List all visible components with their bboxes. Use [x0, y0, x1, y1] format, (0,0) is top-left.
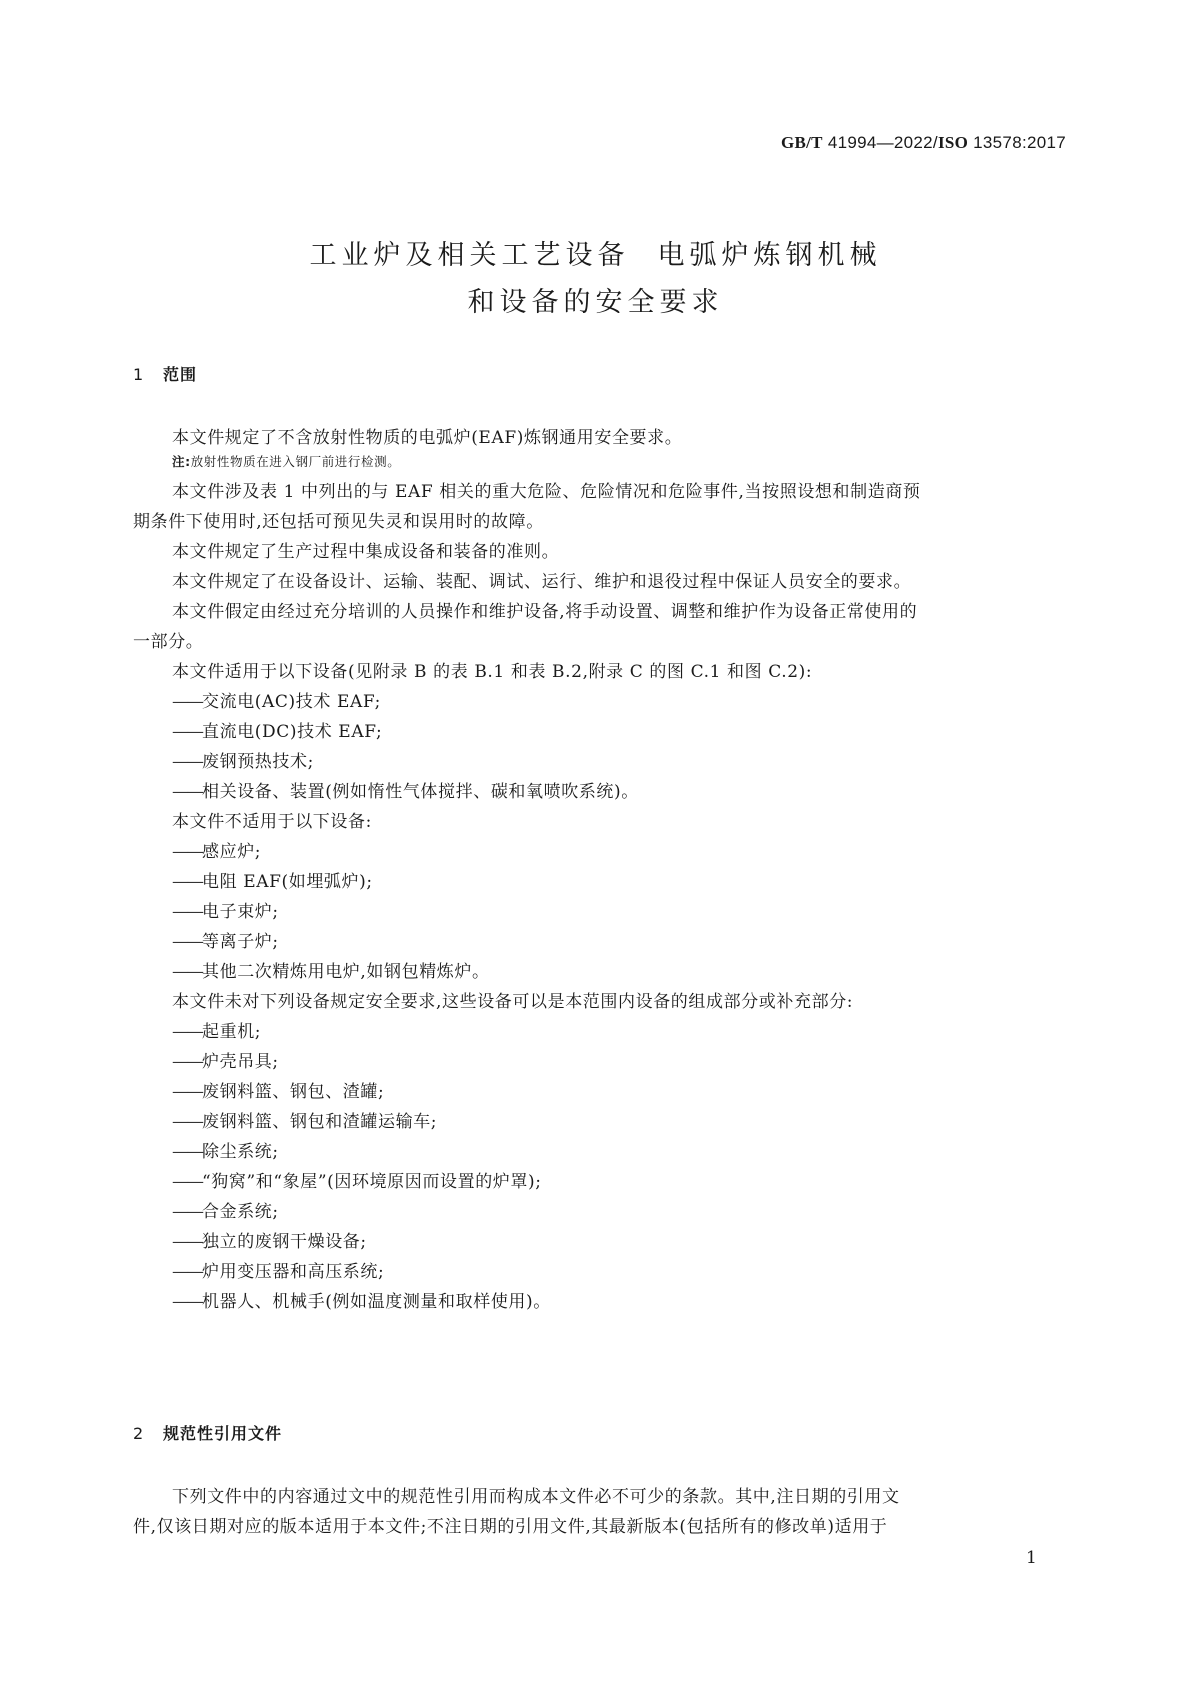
title-part2: 电弧炉炼钢机械 [657, 240, 882, 271]
paragraph: 本文件规定了生产过程中集成设备和装备的准则。 [172, 542, 560, 562]
paragraph: 本文件规定了不含放射性物质的电弧炉(EAF)炼钢通用安全要求。 [172, 428, 683, 448]
paragraph-continuation: 件,仅该日期对应的版本适用于本文件;不注日期的引用文件,其最新版本(包括所有的修改单)适用于 [133, 1517, 888, 1537]
note [172, 452, 400, 470]
list-item: ——电子束炉; [172, 902, 279, 922]
dash-bullet: —— [172, 1022, 202, 1042]
note-label: 注: [172, 454, 191, 469]
dash-bullet: —— [172, 752, 202, 772]
list-item: ——相关设备、装置(例如惰性气体搅拌、碳和氧喷吹系统)。 [172, 782, 639, 802]
section-number: 1 [133, 365, 145, 384]
dash-bullet: —— [172, 692, 202, 712]
list-item: ——感应炉; [172, 842, 262, 862]
paragraph: 本文件涉及表 1 中列出的与 EAF 相关的重大危险、危险情况和危险事件,当按照设想和制造商预 [172, 482, 921, 502]
paragraph: 本文件规定了在设备设计、运输、装配、调试、运行、维护和退役过程中保证人员安全的要求。 [172, 572, 912, 592]
section-title: 规范性引用文件 [163, 1424, 283, 1443]
list-item: ——独立的废钢干燥设备; [172, 1232, 367, 1252]
paragraph: 下列文件中的内容通过文中的规范性引用而构成本文件必不可少的条款。其中,注日期的引用文 [172, 1487, 900, 1507]
dash-bullet: —— [172, 1232, 202, 1252]
section-title: 范围 [163, 365, 198, 384]
dash-bullet: —— [172, 1112, 202, 1132]
list-item: ——“狗窝”和“象屋”(因环境原因而设置的炉罩); [172, 1172, 542, 1192]
dash-bullet: —— [172, 902, 202, 922]
list-item: ——交流电(AC)技术 EAF; [172, 692, 381, 712]
list-item: ——机器人、机械手(例如温度测量和取样使用)。 [172, 1292, 551, 1312]
list-item: ——废钢料篮、钢包和渣罐运输车; [172, 1112, 438, 1132]
dash-bullet: —— [172, 962, 202, 982]
section-number: 2 [133, 1424, 145, 1443]
list-item: ——炉用变压器和高压系统; [172, 1262, 385, 1282]
not-applies-intro: 本文件不适用于以下设备: [172, 812, 372, 832]
dash-bullet: —— [172, 1082, 202, 1102]
paragraph-continuation: 期条件下使用时,还包括可预见失灵和误用时的故障。 [133, 512, 544, 532]
excluded-intro: 本文件未对下列设备规定安全要求,这些设备可以是本范围内设备的组成部分或补充部分: [172, 992, 854, 1012]
paragraph: 本文件假定由经过充分培训的人员操作和维护设备,将手动设置、调整和维护作为设备正常使用的 [172, 602, 918, 622]
title-part1: 工业炉及相关工艺设备 [309, 240, 630, 271]
dash-bullet: —— [172, 1292, 202, 1312]
dash-bullet: —— [172, 1172, 202, 1192]
dash-bullet: —— [172, 842, 202, 862]
list-item: ——除尘系统; [172, 1142, 279, 1162]
list-item: ——炉壳吊具; [172, 1052, 279, 1072]
list-item: ——等离子炉; [172, 932, 279, 952]
paragraph-continuation: 一部分。 [133, 632, 204, 652]
note-text: 放射性物质在进入钢厂前进行检测。 [190, 454, 401, 469]
std-code-number: 41994—2022/ [827, 133, 938, 152]
dash-bullet: —— [172, 722, 202, 742]
dash-bullet: —— [172, 932, 202, 952]
list-item: ——废钢预热技术; [172, 752, 314, 772]
section-2-heading [133, 1421, 282, 1444]
dash-bullet: —— [172, 1142, 202, 1162]
dash-bullet: —— [172, 1202, 202, 1222]
list-item: ——起重机; [172, 1022, 262, 1042]
dash-bullet: —— [172, 872, 202, 892]
dash-bullet: —— [172, 1262, 202, 1282]
list-item: ——废钢料篮、钢包、渣罐; [172, 1082, 385, 1102]
list-item: ——电阻 EAF(如埋弧炉); [172, 872, 373, 892]
page-number: 1 [1026, 1548, 1037, 1568]
dash-bullet: —— [172, 782, 202, 802]
section-1-heading [133, 362, 197, 385]
list-item: ——合金系统; [172, 1202, 279, 1222]
dash-bullet: —— [172, 1052, 202, 1072]
document-title-line1 [0, 233, 1191, 272]
list-item: ——直流电(DC)技术 EAF; [172, 722, 383, 742]
std-code-gbt: GB/T [780, 133, 823, 152]
document-title-line2: 和设备的安全要求 [467, 287, 724, 318]
list-item: ——其他二次精炼用电炉,如钢包精炼炉。 [172, 962, 490, 982]
standard-code [781, 133, 1066, 153]
applies-intro: 本文件适用于以下设备(见附录 B 的表 B.1 和表 B.2,附录 C 的图 C.1 和图 C.2): [172, 662, 813, 682]
std-code-iso-label: ISO [937, 133, 969, 152]
std-code-iso-number: 13578:2017 [973, 133, 1066, 152]
